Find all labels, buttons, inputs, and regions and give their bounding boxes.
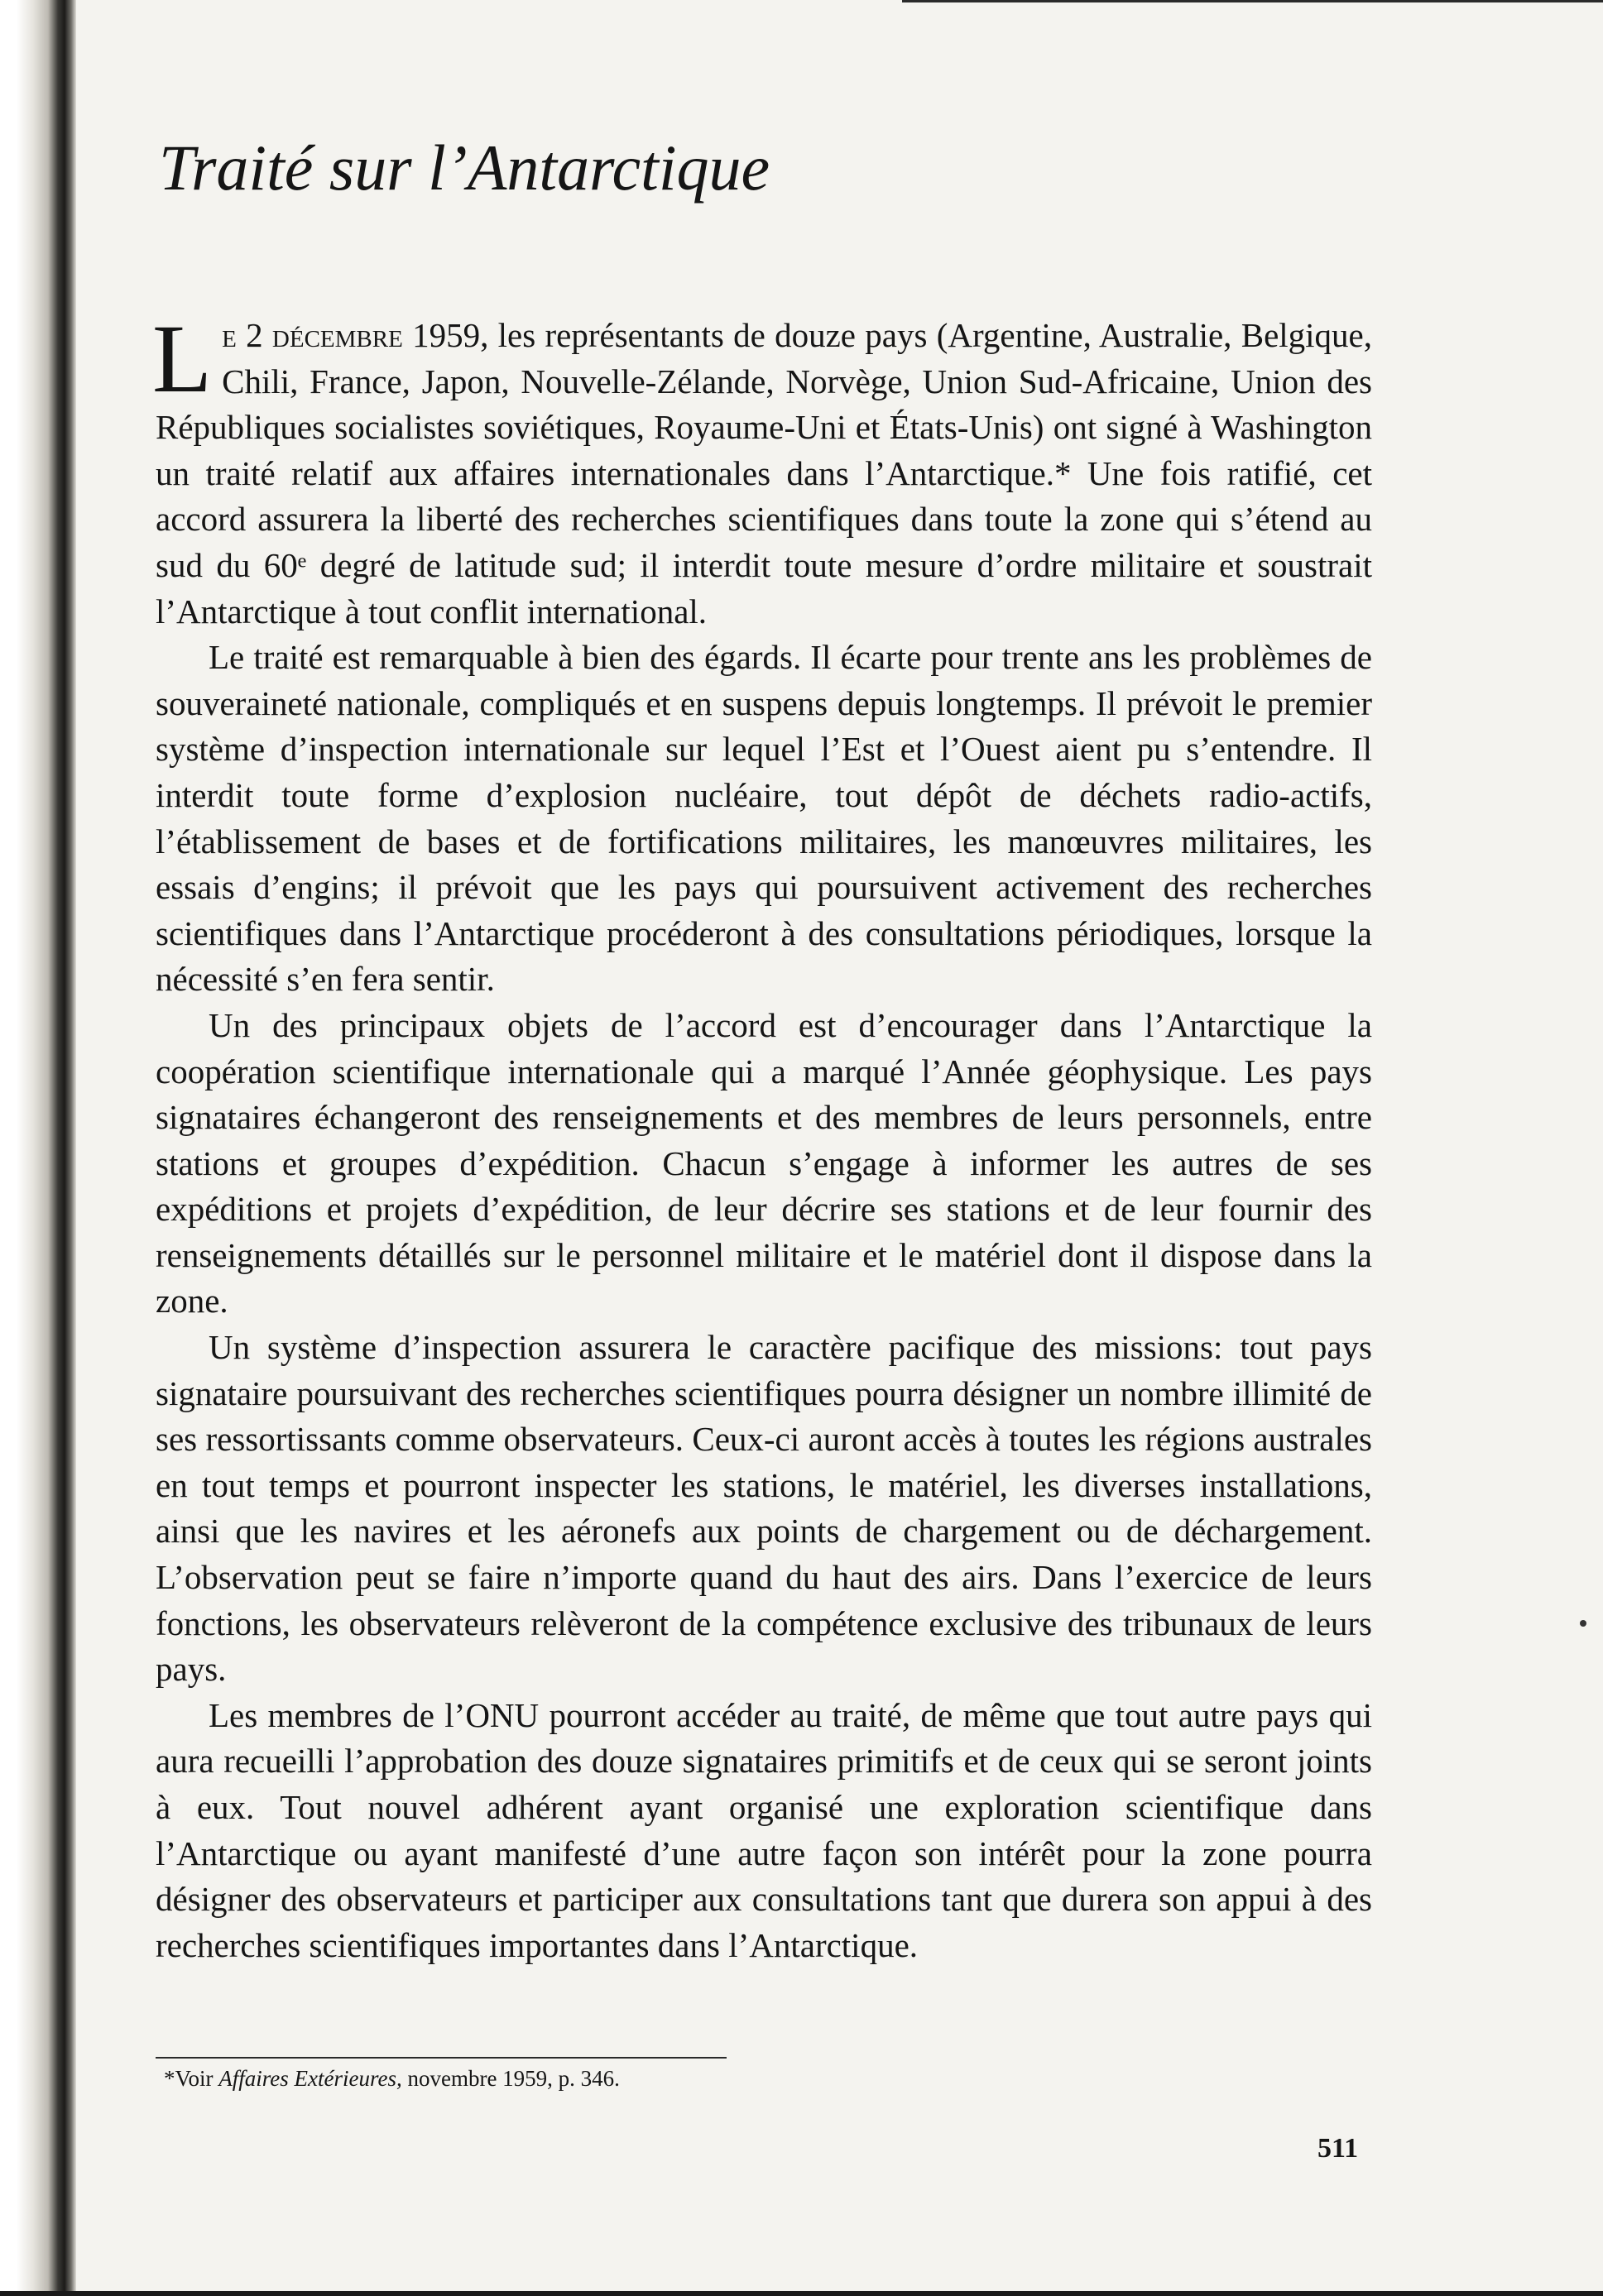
page-number: 511 xyxy=(1317,2133,1359,2164)
bottom-edge-rule xyxy=(0,2291,1603,2296)
paragraph-2: Le traité est remarquable à bien des égards. Il écarte pour trente ans les problèmes de souveraineté nationale, compliqués et en suspens depuis longtemps. Il prévoit le premier système d’inspection internationale sur lequel l’Est et l’Ouest aient pu s’entendre. Il interdit toute forme d’explosion nucléaire, tout dépôt de déchets radio-actifs, l’établissement de bases et de fortifications militaires, les manœuvres militaires, les essais d’engins; il prévoit que les pays qui poursuivent activement des recherches scientifiques dans l’Antarctique procéderont à des consultations périodiques, lorsque la nécessité s’en fera sentir. xyxy=(156,638,1372,999)
page-title: Traité sur l’Antarctique xyxy=(159,132,770,204)
paragraph-3: Un des principaux objets de l’accord est d’encourager dans l’Antarctique la coopération scientifique internationale qui a marqué l’Année géophysique. Les pays signataires échangeront des renseignements et des membres de leurs personnels, entre stations et groupes d’expédition. Chacun s’engage à informer les autres de ses expéditions et projets d’expédition, de leur décrire ses stations et de leur fournir des renseignements détaillés sur le personnel militaire et le matériel dont il dispose dans la zone. xyxy=(156,1005,1372,1321)
footnote xyxy=(164,2062,620,2095)
opening-smallcaps: e 2 décembre xyxy=(222,316,403,354)
scan-speck xyxy=(1580,1620,1586,1627)
footnote-prefix: *Voir xyxy=(164,2066,219,2091)
book-binding-edge xyxy=(0,0,76,2296)
drop-cap: L xyxy=(152,304,213,413)
top-edge-rule xyxy=(902,0,1603,2)
paragraph-1 xyxy=(152,304,1372,635)
footnote-journal: Affaires Extérieures, xyxy=(218,2066,402,2091)
paragraph-5: Les membres de l’ONU pourront accéder au traité, de même que tout autre pays qui aura recueilli l’approbation des douze signataires primitifs et de ceux qui se seront joints à eux. Tout nouvel adhérent ayant organisé une exploration scientifique dans l’Antarctique ou ayant manifesté d’une autre façon son intérêt pour la zone pourra désigner des observateurs et participer aux consultations tant que durera son appui à des recherches scientifiques importantes dans l’Antarctique. xyxy=(156,1695,1372,1964)
paragraph-1-text: 1959, les représentants de douze pays (Argentine, Australie, Belgique, Chili, France, Japon, Nouvelle-Zélande, Norvège, Union Sud-Africaine, Union des Républiques socialistes soviétiques, Royaume-Uni et États-Unis) ont signé à Washington un traité relatif aux affaires internationales dans l’Antarctique.* Une fois ratifié, cet accord assurera la liberté des recherches scientifiques dans toute la zone qui s’étend au sud du 60ᵉ degré de latitude sud; il interdit toute mesure d’ordre militaire et soustrait l’Antarctique à tout conflit international. xyxy=(156,316,1372,630)
footnote-rule xyxy=(156,2057,727,2059)
paragraph-4: Un système d’inspection assurera le caractère pacifique des missions: tout pays signataire poursuivant des recherches scientifiques pourra désigner un nombre illimité de ses ressortissants comme observateurs. Ceux-ci auront accès à toutes les régions australes en tout temps et pourront inspecter les stations, le matériel, les diverses installations, ainsi que les navires et les aéronefs aux points de chargement ou de déchargement. L’observation peut se faire n’importe quand du haut des airs. Dans l’exercice de leurs fonctions, les observateurs relèveront de la compétence exclusive des tribunaux de leurs pays. xyxy=(156,1328,1372,1689)
article-body xyxy=(152,304,1372,1968)
footnote-suffix: novembre 1959, p. 346. xyxy=(401,2066,620,2091)
